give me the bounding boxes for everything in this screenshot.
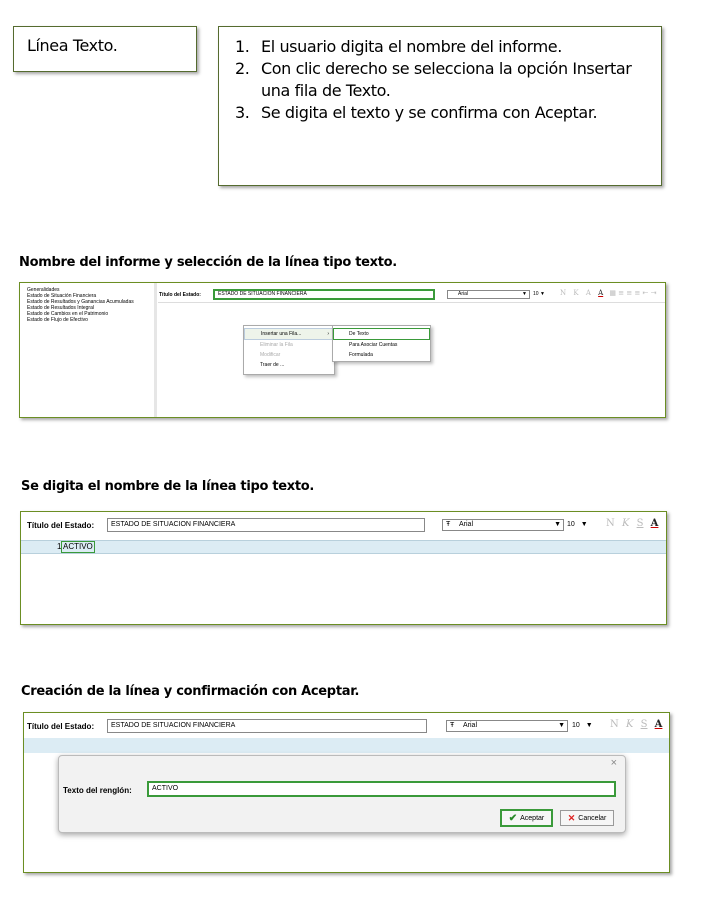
sidebar-item[interactable]: Estado de Flujo de Efectivo [27, 317, 88, 323]
sidebar-item[interactable]: Estado de Resultados Integral [27, 305, 94, 311]
underline-icon[interactable]: S [636, 518, 644, 529]
caption-2: Se digita el nombre de la línea tipo texto. [21, 479, 315, 494]
font-color-icon[interactable]: A [598, 289, 604, 297]
menu-item-bring[interactable]: Traer de ... [260, 362, 285, 368]
section-label-box [13, 26, 197, 72]
context-menu [243, 325, 335, 375]
normal-icon[interactable]: N [606, 518, 615, 529]
size-select[interactable]: 10 ▼ [533, 291, 545, 297]
sidebar-item[interactable]: Estado de Resultados y Ganancias Acumuladas [27, 299, 134, 305]
cancel-icon: ✕ [567, 812, 576, 823]
accept-button[interactable]: ✔ Aceptar [500, 809, 553, 827]
menu-item-insert[interactable]: Insertar una Fila... › [244, 328, 334, 340]
font-select[interactable]: Ŧ Arial ▼ [446, 720, 568, 732]
submenu [332, 325, 431, 362]
menu-item-delete[interactable]: Eliminar la Fila [260, 342, 293, 348]
sidebar [20, 283, 155, 417]
italic-icon[interactable]: K [621, 518, 630, 529]
close-icon[interactable]: × [610, 757, 617, 769]
chevron-down-icon: ▼ [585, 722, 593, 729]
step-item: 1. El usuario digita el nombre del informe. [235, 37, 562, 56]
screenshot-1 [19, 282, 666, 418]
chevron-down-icon: ▼ [558, 722, 565, 729]
caption-1: Nombre del informe y selección de la línea tipo texto. [19, 255, 397, 270]
normal-icon[interactable]: N [610, 719, 619, 730]
submenu-item-accounts[interactable]: Para Asociar Cuentas [349, 342, 398, 348]
chevron-down-icon: ▼ [539, 291, 545, 297]
step-item: 3. Se digita el texto y se confirma con Aceptar. [235, 103, 598, 122]
sidebar-item[interactable]: Estado de Situación Financiera [27, 293, 97, 299]
sidebar-item[interactable]: Estado de Cambios en el Patrimonio [27, 311, 109, 317]
size-select[interactable]: 10 ▼ [572, 722, 593, 729]
italic-icon[interactable]: K [573, 289, 579, 297]
chevron-right-icon: › [327, 331, 329, 337]
check-icon: ✔ [508, 812, 518, 824]
strike-icon[interactable]: A [585, 289, 591, 297]
steps-list [223, 36, 643, 124]
title-label: Título del Estado: [27, 521, 95, 530]
row-number: 1 [57, 542, 62, 551]
submenu-item-formula[interactable]: Formulada [349, 352, 373, 358]
step-item: 2. Con clic derecho se selecciona la opción Insertar una fila de Texto. [235, 59, 632, 100]
screenshot-3 [23, 712, 670, 873]
menu-item-modify[interactable]: Modificar [260, 352, 281, 358]
font-select[interactable]: Ŧ Arial ▼ [442, 519, 564, 531]
truetype-icon: Ŧ [446, 521, 451, 528]
row-text[interactable]: ACTIVO [63, 542, 93, 551]
font-color-icon[interactable]: A [650, 518, 659, 529]
italic-icon[interactable]: K [625, 719, 634, 730]
caption-3: Creación de la línea y confirmación con Aceptar. [21, 684, 360, 699]
normal-icon[interactable]: N [560, 289, 567, 297]
format-toolbar [560, 289, 657, 297]
row-text-input[interactable]: ACTIVO [147, 781, 616, 797]
cancel-button[interactable]: ✕ Cancelar [560, 810, 614, 826]
format-toolbar [606, 518, 658, 529]
sidebar-item[interactable]: Generalidades [27, 287, 60, 293]
title-label: Título del Estado: [159, 292, 201, 298]
title-input[interactable]: ESTADO DE SITUACION FINANCIERA [107, 719, 427, 733]
title-input[interactable]: ESTADO DE SITUACION FINANCIERA [213, 289, 435, 300]
font-select[interactable]: Arial ▼ [447, 290, 530, 299]
section-label: Línea Texto. [27, 36, 118, 55]
dialog-label: Texto del renglón: [63, 786, 132, 795]
truetype-icon: Ŧ [450, 722, 455, 729]
dialog [58, 755, 626, 833]
underline-icon[interactable]: S [640, 719, 648, 730]
chevron-down-icon: ▼ [522, 291, 527, 297]
chevron-down-icon: ▼ [580, 521, 588, 528]
font-color-icon[interactable]: A [654, 719, 663, 730]
text-row[interactable] [21, 540, 666, 554]
size-select[interactable]: 10 ▼ [567, 521, 588, 528]
submenu-item-text[interactable]: De Texto [333, 328, 430, 340]
steps-box [218, 26, 662, 186]
align-icons[interactable]: ▦ ≡ ≡ ≡ ⇤ ⇥ [609, 289, 657, 297]
screenshot-2 [20, 511, 667, 625]
format-toolbar [610, 719, 662, 730]
title-input[interactable]: ESTADO DE SITUACION FINANCIERA [107, 518, 425, 532]
chevron-down-icon: ▼ [554, 521, 561, 528]
title-label: Título del Estado: [27, 722, 95, 731]
